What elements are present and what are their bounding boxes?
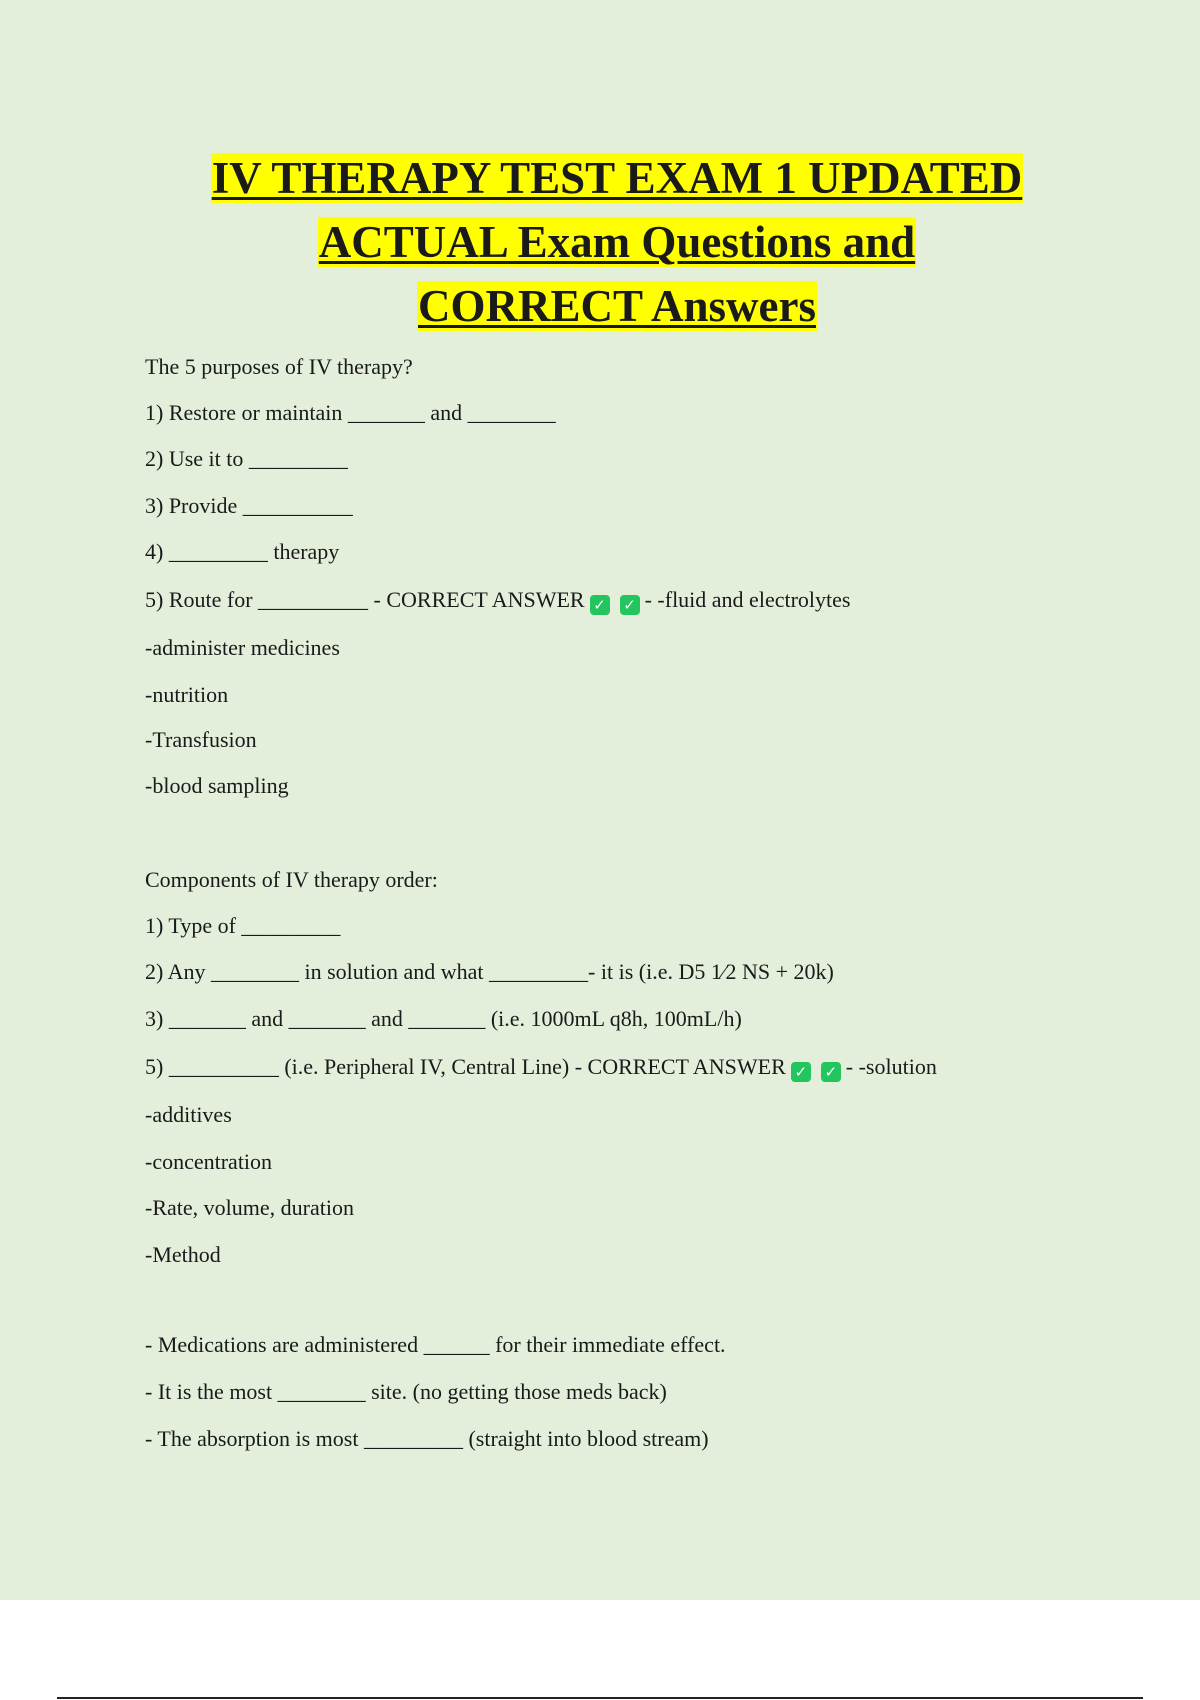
section3-line: - It is the most ________ site. (no getting those meds back) <box>145 1379 667 1404</box>
section2-answer: -Rate, volume, duration <box>145 1195 354 1220</box>
section3-line: - The absorption is most _________ (straight into blood stream) <box>145 1426 709 1451</box>
section1-answer: -administer medicines <box>145 635 340 660</box>
check-box-icon: ✓ <box>620 595 640 615</box>
section2-question-5 <box>145 1053 937 1082</box>
check-box-icon: ✓ <box>821 1062 841 1082</box>
section2-intro: Components of IV therapy order: <box>145 867 438 892</box>
section1-answer: -nutrition <box>145 682 229 707</box>
section1-answer: -Transfusion <box>145 727 257 752</box>
section1-q5-suffix: - -fluid and electrolytes <box>644 587 851 612</box>
section1-question-3: 3) Provide __________ <box>145 493 353 518</box>
section1-question-5 <box>145 586 850 615</box>
section2-q5-suffix: - -solution <box>845 1054 937 1079</box>
section1-answer: -blood sampling <box>145 773 289 798</box>
section2-answer: -additives <box>145 1102 232 1127</box>
section2-question-1: 1) Type of _________ <box>145 913 341 938</box>
check-box-icon: ✓ <box>791 1062 811 1082</box>
section2-q5-prefix: 5) __________ (i.e. Peripheral IV, Central Line) - CORRECT ANSWER <box>145 1054 786 1079</box>
section3-line: - Medications are administered ______ for their immediate effect. <box>145 1332 726 1357</box>
section1-question-2: 2) Use it to _________ <box>145 446 348 471</box>
section1-intro: The 5 purposes of IV therapy? <box>145 354 413 379</box>
section1-question-4: 4) _________ therapy <box>145 539 340 564</box>
section2-question-2: 2) Any ________ in solution and what _________- it is (i.e. D5 1⁄2 NS + 20k) <box>145 959 834 984</box>
section2-question-3: 3) _______ and _______ and _______ (i.e. 1000mL q8h, 100mL/h) <box>145 1006 742 1031</box>
section1-q5-prefix: 5) Route for __________ - CORRECT ANSWER <box>145 587 585 612</box>
document-title <box>0 146 1200 338</box>
title-line-1: IV THERAPY TEST EXAM 1 UPDATED <box>211 153 1023 203</box>
footer-divider <box>57 1697 1143 1699</box>
title-line-2: ACTUAL Exam Questions and <box>318 217 916 267</box>
section1-question-1: 1) Restore or maintain _______ and ________ <box>145 400 556 425</box>
section2-answer: -Method <box>145 1242 221 1267</box>
check-box-icon: ✓ <box>590 595 610 615</box>
section2-answer: -concentration <box>145 1149 273 1174</box>
title-line-3: CORRECT Answers <box>418 281 816 331</box>
